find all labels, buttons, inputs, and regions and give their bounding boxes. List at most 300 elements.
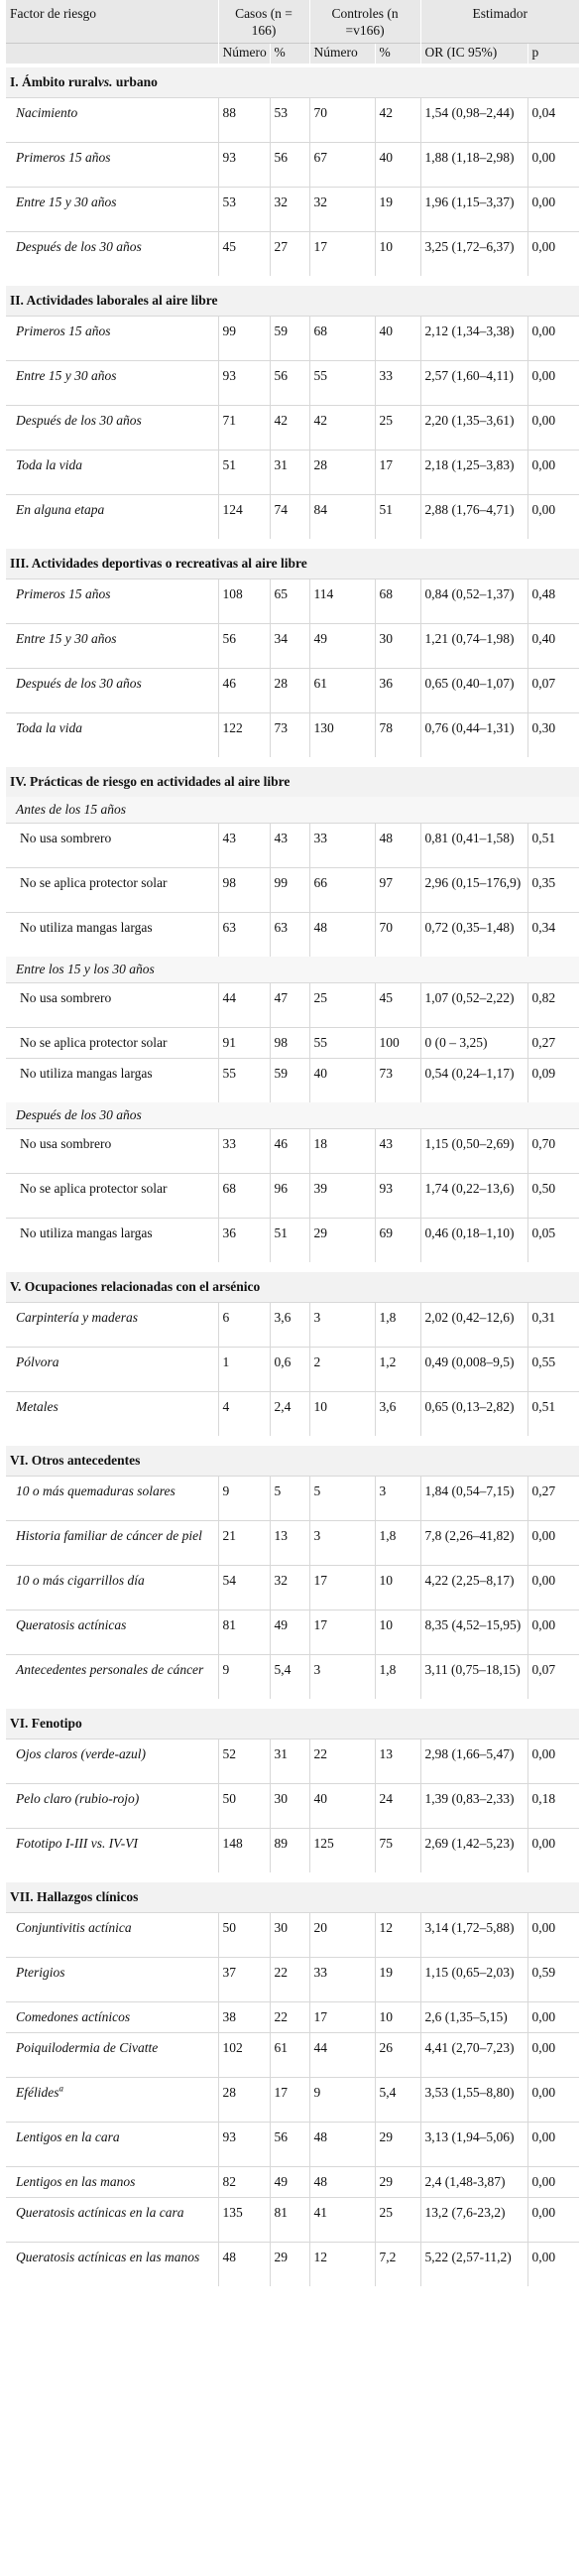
- odds-ratio: 0,49 (0,008–9,5): [420, 1348, 527, 1392]
- controls-percent: 1,2: [375, 1348, 420, 1392]
- row-label-text: En alguna etapa: [16, 502, 105, 517]
- controls-number: 29: [309, 1219, 375, 1268]
- section-title: [6, 1267, 579, 1303]
- subgroup-title: Antes de los 15 años: [6, 797, 579, 824]
- cases-percent: 22: [270, 1958, 309, 2002]
- odds-ratio: 2,4 (1,48-3,87): [420, 2167, 527, 2198]
- header-controls-number: Número: [309, 44, 375, 66]
- table-row: [6, 913, 579, 958]
- section-title-text: V. Ocupaciones relacionadas con el arsénico: [10, 1279, 261, 1294]
- cases-percent: 0,6: [270, 1348, 309, 1392]
- odds-ratio: 1,39 (0,83–2,33): [420, 1784, 527, 1829]
- odds-ratio: 2,18 (1,25–3,83): [420, 451, 527, 495]
- controls-percent: 48: [375, 824, 420, 868]
- row-label: [6, 1655, 218, 1705]
- subgroup-title: Entre los 15 y los 30 años: [6, 957, 579, 983]
- row-label-text: Lentigos en las manos: [16, 2174, 136, 2189]
- subgroup-header: [6, 1102, 579, 1129]
- row-label: [6, 1610, 218, 1655]
- p-value: 0,07: [527, 1655, 579, 1705]
- odds-ratio: 0,46 (0,18–1,10): [420, 1219, 527, 1268]
- controls-percent: 12: [375, 1913, 420, 1958]
- row-label: [6, 1174, 218, 1219]
- cases-percent: 17: [270, 2078, 309, 2123]
- section-title: [6, 762, 579, 797]
- table-row: [6, 1655, 579, 1705]
- cases-number: 50: [218, 1784, 270, 1829]
- row-label: [6, 1739, 218, 1784]
- cases-percent: 47: [270, 983, 309, 1028]
- row-label-text: Metales: [16, 1399, 58, 1414]
- table-row: [6, 451, 579, 495]
- section-title-text: VI. Otros antecedentes: [10, 1453, 141, 1468]
- controls-percent: 45: [375, 983, 420, 1028]
- cases-percent: 30: [270, 1913, 309, 1958]
- row-label-text: Queratosis actínicas en las manos: [16, 2250, 200, 2264]
- cases-percent: 61: [270, 2033, 309, 2078]
- row-label: [6, 406, 218, 451]
- row-label-text: Primeros 15 años: [16, 150, 111, 165]
- row-label-text: No usa sombrero: [20, 831, 112, 845]
- p-value: 0,82: [527, 983, 579, 1028]
- p-value: 0,55: [527, 1348, 579, 1392]
- row-label-text: Antecedentes personales de cáncer: [16, 1662, 204, 1677]
- controls-number: 40: [309, 1059, 375, 1103]
- controls-percent: 40: [375, 317, 420, 361]
- cases-number: 46: [218, 669, 270, 713]
- table-row: [6, 1958, 579, 2002]
- p-value: 0,00: [527, 2002, 579, 2033]
- table-row: [6, 1610, 579, 1655]
- cases-number: 53: [218, 188, 270, 232]
- odds-ratio: 3,13 (1,94–5,06): [420, 2123, 527, 2167]
- controls-percent: 78: [375, 713, 420, 763]
- odds-ratio: 7,8 (2,26–41,82): [420, 1521, 527, 1566]
- row-label: [6, 669, 218, 713]
- odds-ratio: 3,11 (0,75–18,15): [420, 1655, 527, 1705]
- header-or-ci: OR (IC 95%): [420, 44, 527, 66]
- section-header: [6, 281, 579, 317]
- table-row: [6, 2033, 579, 2078]
- controls-number: 125: [309, 1829, 375, 1878]
- section-title: [6, 1877, 579, 1913]
- row-label: [6, 2243, 218, 2287]
- p-value: 0,00: [527, 2123, 579, 2167]
- row-label: [6, 1829, 218, 1878]
- row-label-text: Entre 15 y 30 años: [16, 368, 117, 383]
- controls-percent: 10: [375, 1566, 420, 1610]
- controls-number: 39: [309, 1174, 375, 1219]
- cases-number: 148: [218, 1829, 270, 1878]
- cases-percent: 27: [270, 232, 309, 282]
- odds-ratio: 2,57 (1,60–4,11): [420, 361, 527, 406]
- controls-percent: 97: [375, 868, 420, 913]
- section-header: [6, 1441, 579, 1477]
- row-label-text: Primeros 15 años: [16, 323, 111, 338]
- table-row: [6, 1219, 579, 1268]
- p-value: 0,00: [527, 188, 579, 232]
- controls-number: 61: [309, 669, 375, 713]
- table-row: [6, 1028, 579, 1059]
- odds-ratio: 1,84 (0,54–7,15): [420, 1477, 527, 1521]
- cases-number: 50: [218, 1913, 270, 1958]
- section-header: [6, 1877, 579, 1913]
- section-header: [6, 544, 579, 580]
- cases-number: 81: [218, 1610, 270, 1655]
- section-title-text: IV. Prácticas de riesgo en actividades al aire libre: [10, 774, 291, 789]
- cases-percent: 32: [270, 1566, 309, 1610]
- row-label: [6, 1129, 218, 1174]
- controls-percent: 40: [375, 143, 420, 188]
- cases-number: 93: [218, 361, 270, 406]
- cases-number: 9: [218, 1477, 270, 1521]
- row-label: [6, 1958, 218, 2002]
- controls-number: 48: [309, 2167, 375, 2198]
- cases-percent: 2,4: [270, 1392, 309, 1442]
- cases-number: 48: [218, 2243, 270, 2287]
- row-label-text: 10 o más quemaduras solares: [16, 1483, 176, 1498]
- row-label: [6, 1028, 218, 1059]
- cases-number: 93: [218, 143, 270, 188]
- controls-number: 3: [309, 1655, 375, 1705]
- controls-number: 41: [309, 2198, 375, 2243]
- table-row: [6, 983, 579, 1028]
- p-value: 0,51: [527, 824, 579, 868]
- cases-percent: 65: [270, 580, 309, 624]
- cases-number: 21: [218, 1521, 270, 1566]
- controls-percent: 73: [375, 1059, 420, 1103]
- cases-number: 36: [218, 1219, 270, 1268]
- row-label-text: Entre 15 y 30 años: [16, 631, 117, 646]
- row-label-text: No utiliza mangas largas: [20, 1225, 153, 1240]
- row-label-text: Después de los 30 años: [16, 239, 142, 254]
- controls-number: 44: [309, 2033, 375, 2078]
- controls-number: 17: [309, 1610, 375, 1655]
- cases-percent: 30: [270, 1784, 309, 1829]
- row-label-text: Fototipo I-III vs. IV-VI: [16, 1836, 138, 1851]
- table-row: [6, 1521, 579, 1566]
- cases-number: 43: [218, 824, 270, 868]
- row-label: [6, 143, 218, 188]
- controls-percent: 1,8: [375, 1655, 420, 1705]
- row-label: [6, 188, 218, 232]
- p-value: 0,00: [527, 2198, 579, 2243]
- cases-number: 54: [218, 1566, 270, 1610]
- controls-number: 48: [309, 913, 375, 958]
- odds-ratio: 0,65 (0,40–1,07): [420, 669, 527, 713]
- odds-ratio: 8,35 (4,52–15,95): [420, 1610, 527, 1655]
- footnote-mark: a: [58, 2083, 63, 2094]
- odds-ratio: 2,69 (1,42–5,23): [420, 1829, 527, 1878]
- subgroup-title: Después de los 30 años: [6, 1102, 579, 1129]
- controls-percent: 3: [375, 1477, 420, 1521]
- p-value: 0,00: [527, 495, 579, 545]
- controls-percent: 19: [375, 1958, 420, 2002]
- controls-number: 32: [309, 188, 375, 232]
- controls-percent: 69: [375, 1219, 420, 1268]
- controls-number: 55: [309, 361, 375, 406]
- p-value: 0,70: [527, 1129, 579, 1174]
- controls-percent: 25: [375, 406, 420, 451]
- controls-percent: 43: [375, 1129, 420, 1174]
- controls-percent: 29: [375, 2167, 420, 2198]
- controls-number: 55: [309, 1028, 375, 1059]
- cases-percent: 59: [270, 1059, 309, 1103]
- p-value: 0,00: [527, 1739, 579, 1784]
- cases-number: 102: [218, 2033, 270, 2078]
- section-header: [6, 762, 579, 797]
- cases-percent: 98: [270, 1028, 309, 1059]
- section-title: [6, 544, 579, 580]
- cases-percent: 53: [270, 98, 309, 143]
- row-label: [6, 713, 218, 763]
- cases-number: 63: [218, 913, 270, 958]
- controls-percent: 19: [375, 188, 420, 232]
- section-title-vs: vs.: [97, 74, 113, 89]
- table-row: [6, 580, 579, 624]
- row-label: [6, 2033, 218, 2078]
- p-value: 0,00: [527, 406, 579, 451]
- table-row: [6, 1303, 579, 1348]
- odds-ratio: 2,96 (0,15–176,9): [420, 868, 527, 913]
- odds-ratio: 0 (0 – 3,25): [420, 1028, 527, 1059]
- row-label: [6, 868, 218, 913]
- row-label: [6, 983, 218, 1028]
- cases-percent: 3,6: [270, 1303, 309, 1348]
- controls-number: 25: [309, 983, 375, 1028]
- cases-percent: 51: [270, 1219, 309, 1268]
- table-row: [6, 824, 579, 868]
- odds-ratio: 3,14 (1,72–5,88): [420, 1913, 527, 1958]
- row-label: [6, 1784, 218, 1829]
- row-label: [6, 1913, 218, 1958]
- odds-ratio: 1,74 (0,22–13,6): [420, 1174, 527, 1219]
- section-title: [6, 1704, 579, 1739]
- header-factor: Factor de riesgo: [6, 0, 218, 44]
- cases-number: 124: [218, 495, 270, 545]
- section-title: [6, 281, 579, 317]
- controls-number: 5: [309, 1477, 375, 1521]
- section-title-text: VII. Hallazgos clínicos: [10, 1889, 139, 1904]
- table-row: [6, 232, 579, 282]
- section-title-text: I. Ámbito rural: [10, 74, 98, 89]
- p-value: 0,59: [527, 1958, 579, 2002]
- cases-number: 51: [218, 451, 270, 495]
- odds-ratio: 0,54 (0,24–1,17): [420, 1059, 527, 1103]
- table-row: [6, 1784, 579, 1829]
- table-row: [6, 317, 579, 361]
- controls-percent: 13: [375, 1739, 420, 1784]
- odds-ratio: 0,76 (0,44–1,31): [420, 713, 527, 763]
- cases-number: 56: [218, 624, 270, 669]
- p-value: 0,27: [527, 1477, 579, 1521]
- cases-number: 37: [218, 1958, 270, 2002]
- header-row-1: [6, 0, 579, 44]
- p-value: 0,00: [527, 1610, 579, 1655]
- cases-percent: 59: [270, 317, 309, 361]
- row-label-text: Pólvora: [16, 1354, 59, 1369]
- cases-percent: 43: [270, 824, 309, 868]
- controls-number: 17: [309, 1566, 375, 1610]
- controls-number: 48: [309, 2123, 375, 2167]
- row-label: [6, 361, 218, 406]
- controls-percent: 1,8: [375, 1303, 420, 1348]
- cases-percent: 29: [270, 2243, 309, 2287]
- odds-ratio: 4,41 (2,70–7,23): [420, 2033, 527, 2078]
- controls-percent: 24: [375, 1784, 420, 1829]
- odds-ratio: 0,72 (0,35–1,48): [420, 913, 527, 958]
- cases-percent: 31: [270, 1739, 309, 1784]
- table-row: [6, 2078, 579, 2123]
- row-label: [6, 1566, 218, 1610]
- controls-number: 68: [309, 317, 375, 361]
- controls-number: 22: [309, 1739, 375, 1784]
- controls-percent: 29: [375, 2123, 420, 2167]
- odds-ratio: 1,15 (0,50–2,69): [420, 1129, 527, 1174]
- controls-percent: 100: [375, 1028, 420, 1059]
- odds-ratio: 2,88 (1,76–4,71): [420, 495, 527, 545]
- section-header: [6, 1704, 579, 1739]
- subgroup-header: [6, 797, 579, 824]
- row-label: [6, 2078, 218, 2123]
- cases-percent: 22: [270, 2002, 309, 2033]
- controls-number: 17: [309, 2002, 375, 2033]
- controls-percent: 17: [375, 451, 420, 495]
- odds-ratio: 0,65 (0,13–2,82): [420, 1392, 527, 1442]
- table-row: [6, 1174, 579, 1219]
- controls-percent: 33: [375, 361, 420, 406]
- row-label-text: No usa sombrero: [20, 990, 112, 1005]
- cases-number: 1: [218, 1348, 270, 1392]
- odds-ratio: 5,22 (2,57-11,2): [420, 2243, 527, 2287]
- controls-number: 28: [309, 451, 375, 495]
- row-label-text: Efélides: [16, 2085, 59, 2100]
- cases-percent: 5,4: [270, 1655, 309, 1705]
- p-value: 0,35: [527, 868, 579, 913]
- table-row: [6, 1477, 579, 1521]
- row-label-text: No utiliza mangas largas: [20, 920, 153, 935]
- table-body: [6, 65, 579, 2286]
- odds-ratio: 2,6 (1,35–5,15): [420, 2002, 527, 2033]
- row-label-text: Queratosis actínicas en la cara: [16, 2205, 184, 2220]
- section-title-text: III. Actividades deportivas o recreativas al aire libre: [10, 556, 307, 571]
- row-label-text: Ojos claros (verde-azul): [16, 1746, 146, 1761]
- cases-percent: 49: [270, 1610, 309, 1655]
- row-label: [6, 2198, 218, 2243]
- header-cases-percent: %: [270, 44, 309, 66]
- row-label-text: Poiquilodermia de Civatte: [16, 2040, 159, 2055]
- section-title-end: urbano: [112, 74, 158, 89]
- table-row: [6, 1059, 579, 1103]
- cases-number: 88: [218, 98, 270, 143]
- cases-percent: 56: [270, 2123, 309, 2167]
- table-row: [6, 1129, 579, 1174]
- odds-ratio: 2,20 (1,35–3,61): [420, 406, 527, 451]
- table-row: [6, 669, 579, 713]
- controls-number: 33: [309, 1958, 375, 2002]
- row-label-text: Toda la vida: [16, 720, 83, 735]
- p-value: 0,31: [527, 1303, 579, 1348]
- controls-percent: 7,2: [375, 2243, 420, 2287]
- table-row: [6, 361, 579, 406]
- row-label: [6, 824, 218, 868]
- row-label-text: Pelo claro (rubio-rojo): [16, 1791, 140, 1806]
- row-label-text: Toda la vida: [16, 457, 83, 472]
- p-value: 0,27: [527, 1028, 579, 1059]
- row-label: [6, 1219, 218, 1268]
- controls-number: 66: [309, 868, 375, 913]
- odds-ratio: 1,88 (1,18–2,98): [420, 143, 527, 188]
- row-label: [6, 451, 218, 495]
- row-label-text: Nacimiento: [16, 105, 78, 120]
- controls-percent: 10: [375, 2002, 420, 2033]
- controls-percent: 10: [375, 1610, 420, 1655]
- p-value: 0,05: [527, 1219, 579, 1268]
- cases-percent: 13: [270, 1521, 309, 1566]
- p-value: 0,09: [527, 1059, 579, 1103]
- row-label-text: Queratosis actínicas: [16, 1617, 127, 1632]
- table-row: [6, 2167, 579, 2198]
- controls-percent: 51: [375, 495, 420, 545]
- p-value: 0,00: [527, 1829, 579, 1878]
- cases-number: 28: [218, 2078, 270, 2123]
- controls-percent: 68: [375, 580, 420, 624]
- row-label: [6, 580, 218, 624]
- cases-number: 45: [218, 232, 270, 282]
- cases-percent: 73: [270, 713, 309, 763]
- controls-number: 20: [309, 1913, 375, 1958]
- p-value: 0,34: [527, 913, 579, 958]
- row-label-text: Comedones actínicos: [16, 2009, 131, 2024]
- controls-number: 3: [309, 1521, 375, 1566]
- section-header: [6, 1267, 579, 1303]
- header-row-2: [6, 44, 579, 66]
- row-label-text: Después de los 30 años: [16, 676, 142, 691]
- odds-ratio: 2,98 (1,66–5,47): [420, 1739, 527, 1784]
- controls-number: 84: [309, 495, 375, 545]
- cases-percent: 31: [270, 451, 309, 495]
- table-row: [6, 98, 579, 143]
- controls-percent: 36: [375, 669, 420, 713]
- p-value: 0,51: [527, 1392, 579, 1442]
- controls-number: 49: [309, 624, 375, 669]
- row-label: [6, 1392, 218, 1442]
- controls-number: 17: [309, 232, 375, 282]
- table-row: [6, 1913, 579, 1958]
- row-label-text: No usa sombrero: [20, 1136, 112, 1151]
- cases-number: 38: [218, 2002, 270, 2033]
- p-value: 0,04: [527, 98, 579, 143]
- cases-number: 68: [218, 1174, 270, 1219]
- p-value: 0,48: [527, 580, 579, 624]
- row-label: [6, 624, 218, 669]
- row-label: [6, 1348, 218, 1392]
- cases-percent: 5: [270, 1477, 309, 1521]
- p-value: 0,00: [527, 2033, 579, 2078]
- cases-number: 98: [218, 868, 270, 913]
- controls-percent: 70: [375, 913, 420, 958]
- row-label: [6, 2123, 218, 2167]
- header-cases-number: Número: [218, 44, 270, 66]
- cases-number: 52: [218, 1739, 270, 1784]
- header-cases: Casos (n = 166): [218, 0, 309, 44]
- cases-percent: 34: [270, 624, 309, 669]
- cases-number: 55: [218, 1059, 270, 1103]
- cases-percent: 32: [270, 188, 309, 232]
- risk-factor-table: [6, 0, 579, 2286]
- table-row: [6, 1566, 579, 1610]
- p-value: 0,00: [527, 1913, 579, 1958]
